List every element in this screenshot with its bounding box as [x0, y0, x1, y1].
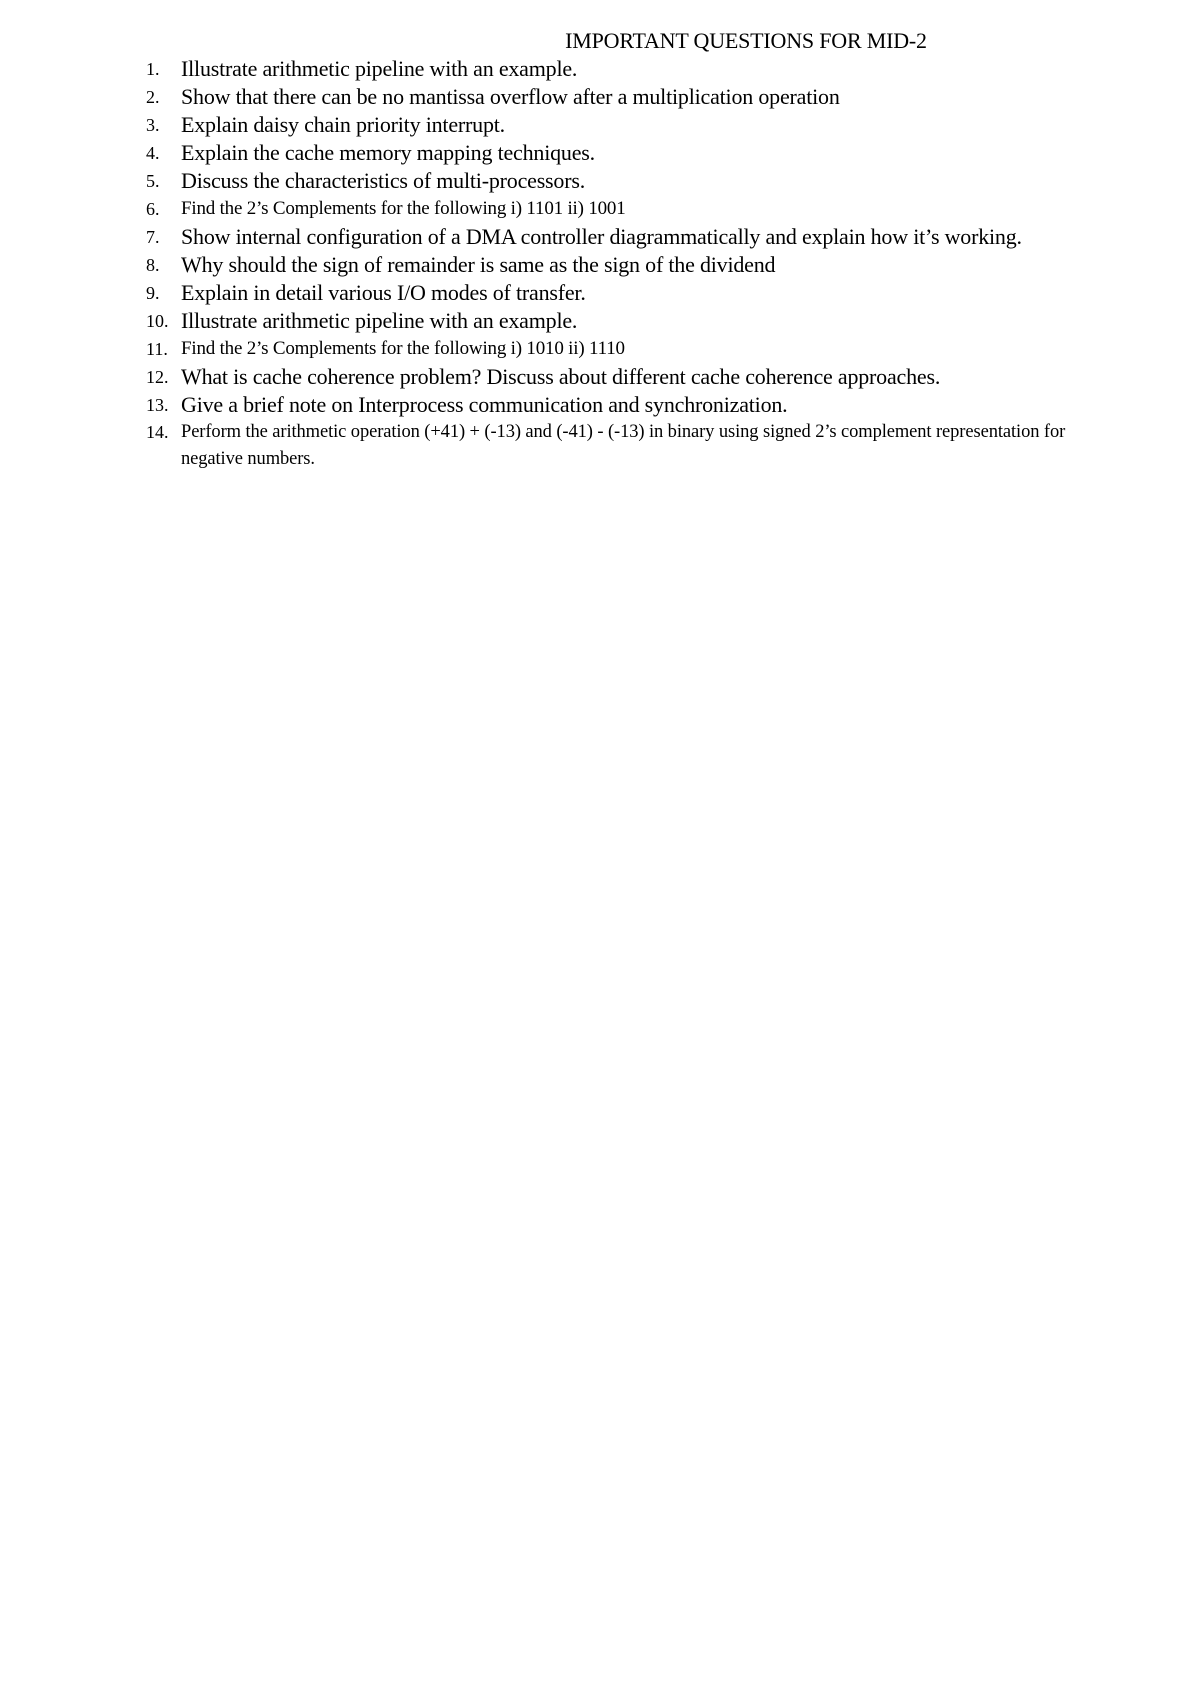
question-item-1 [146, 55, 1096, 83]
question-number: 8. [146, 255, 160, 275]
question-item-4 [146, 139, 1096, 167]
question-text: Give a brief note on Interprocess communication and synchronization. [181, 392, 788, 417]
question-text: Find the 2’s Complements for the following i) 1101 ii) 1001 [181, 198, 626, 219]
question-text: Find the 2’s Complements for the following i) 1010 ii) 1110 [181, 338, 625, 359]
question-item-9 [146, 279, 1096, 307]
question-text: Show internal configuration of a DMA controller diagrammatically and explain how it’s working. [181, 224, 1022, 249]
question-item-12 [146, 363, 1096, 391]
question-text: Explain daisy chain priority interrupt. [181, 112, 505, 137]
page-title: IMPORTANT QUESTIONS FOR MID-2 [565, 28, 927, 53]
question-number: 6. [146, 199, 160, 219]
question-item-5 [146, 167, 1096, 195]
question-number: 10. [146, 311, 169, 331]
question-text: Illustrate arithmetic pipeline with an example. [181, 56, 578, 81]
question-number: 12. [146, 367, 169, 387]
question-item-11 [146, 335, 1096, 363]
question-number: 11. [146, 339, 168, 359]
question-number: 5. [146, 171, 160, 191]
question-text: What is cache coherence problem? Discuss about different cache coherence approaches. [181, 364, 941, 389]
question-text: Illustrate arithmetic pipeline with an example. [181, 308, 578, 333]
question-number: 13. [146, 395, 169, 415]
question-text: Explain in detail various I/O modes of transfer. [181, 280, 586, 305]
question-number: 3. [146, 115, 160, 135]
question-number: 9. [146, 283, 160, 303]
question-text: Perform the arithmetic operation (+41) + (-13) and (-41) - (-13) in binary using signed 2’s complement representation for negative numbers. [181, 422, 1066, 469]
question-item-8 [146, 251, 1096, 279]
question-number: 7. [146, 227, 160, 247]
question-text: Explain the cache memory mapping techniques. [181, 140, 595, 165]
question-text: Show that there can be no mantissa overflow after a multiplication operation [181, 84, 840, 109]
question-list [146, 55, 1096, 473]
question-text: Why should the sign of remainder is same as the sign of the dividend [181, 252, 776, 277]
question-number: 1. [146, 59, 160, 79]
question-item-3 [146, 111, 1096, 139]
question-item-10 [146, 307, 1096, 335]
question-item-13 [146, 391, 1096, 419]
question-item-6 [146, 195, 1096, 223]
question-number: 2. [146, 87, 160, 107]
question-number: 4. [146, 143, 160, 163]
question-text: Discuss the characteristics of multi-processors. [181, 168, 586, 193]
question-number: 14. [146, 422, 169, 442]
question-item-2 [146, 83, 1096, 111]
question-item-14 [146, 419, 1096, 473]
question-item-7 [146, 223, 1096, 251]
